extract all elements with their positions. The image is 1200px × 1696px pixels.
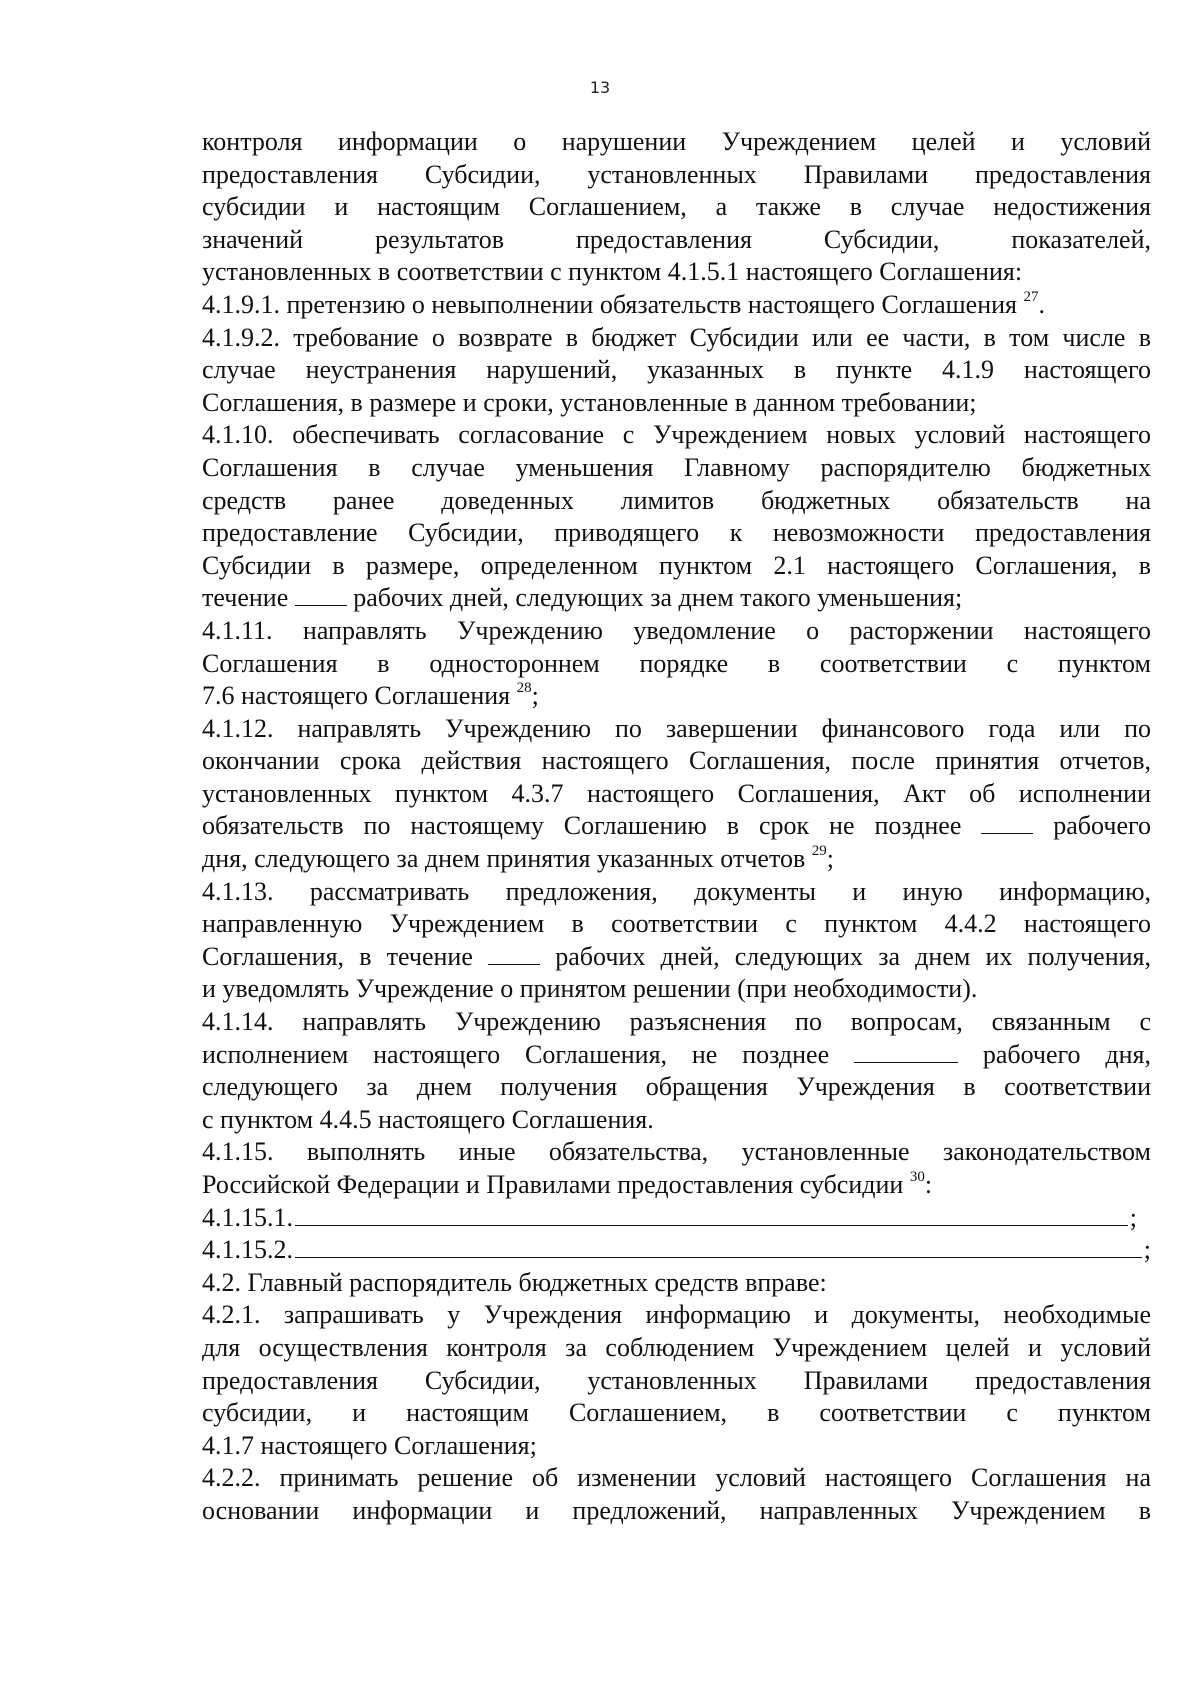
paragraph-4-2-1 [202,1299,1151,1462]
paragraph-4-1-13 [202,876,1151,1006]
text-line: окончании срока действия настоящего Соглашения, после принятия отчетов, [202,746,1151,776]
line-text: обязательств по настоящему Соглашению в срок не позднее [202,811,962,841]
text-line [202,843,1151,876]
text-line: 4.1.13. рассматривать предложения, документы и иную информацию, [202,876,1151,906]
text-line: Соглашения в одностороннем порядке в соответствии с пунктом [202,648,1151,678]
paragraph-4-1-11 [202,615,1151,713]
footnote-ref: 29 [811,843,827,860]
fill-label: 4.1.15.1. [202,1202,293,1232]
footnote-ref: 30 [909,1169,925,1186]
text-line [202,289,1151,322]
text-line: и уведомлять Учреждение о принятом решении (при необходимости). [202,974,978,1004]
paragraph-4-1-15 [202,1136,1151,1201]
text-line: случае неустранения нарушений, указанных в пункте 4.1.9 настоящего [202,355,1151,385]
blank-field [981,811,1033,834]
blank-field [295,583,347,606]
text-line: 4.1.7 настоящего Соглашения; [202,1430,537,1460]
clause-text: 4.1.9.1. претензию о невыполнении обязательств настоящего Соглашения [202,289,1018,319]
punctuation: ; [1129,1202,1137,1232]
line-text: исполнением настоящего Соглашения, не позднее [202,1039,830,1069]
line-text: рабочих дней, следующих за днем такого уменьшения; [353,583,963,613]
text-line: 4.1.10. обеспечивать согласование с Учреждением новых условий настоящего [202,420,1151,450]
text-line: 4.2.1. запрашивать у Учреждения информацию и документы, необходимые [202,1300,1151,1330]
punctuation: ; [826,844,834,874]
text-line: Соглашения, в размере и сроки, установленные в данном требовании; [202,387,977,417]
text-line: предоставления Субсидии, установленных Правилами предоставления [202,159,1151,189]
text-line: значений результатов предоставления Субсидии, показателей, [202,224,1151,254]
line-text: 7.6 настоящего Соглашения [202,681,511,711]
blank-field [488,942,540,965]
line-text: дня, следующего за днем принятия указанных отчетов [202,844,806,874]
blank-field [854,1040,958,1063]
text-line [202,582,1151,615]
text-line: субсидии и настоящим Соглашением, а также в случае недостижения [202,192,1151,222]
text-line: для осуществления контроля за соблюдением Учреждением целей и условий [202,1332,1151,1362]
paragraph-4-2-2 [202,1462,1151,1527]
line-text: рабочего дня, [982,1039,1151,1069]
page-number: 13 [589,78,611,97]
text-line: 4.1.11. направлять Учреждению уведомление о расторжении настоящего [202,615,1151,645]
text-line [202,810,1151,843]
punctuation: ; [531,681,539,711]
paragraph-4-1-9-1 [202,289,1151,322]
text-line: 4.1.12. направлять Учреждению по завершении финансового года или по [202,713,1151,743]
paragraph-4-1-12 [202,713,1151,876]
text-line: 4.1.9.2. требование о возврате в бюджет Субсидии или ее части, в том числе в [202,322,1151,352]
text-line: предоставление Субсидии, приводящего к невозможности предоставления [202,518,1151,548]
punctuation: ; [1143,1235,1151,1265]
text-line: средств ранее доведенных лимитов бюджетных обязательств на [202,485,1151,515]
text-line: Соглашения в случае уменьшения Главному распорядителю бюджетных [202,452,1151,482]
text-line [202,941,1151,974]
fill-line-4-1-15-1 [202,1202,1151,1235]
fill-rule [295,1235,1142,1258]
paragraph-4-1-10 [202,419,1151,615]
text-line: установленных пунктом 4.3.7 настоящего Соглашения, Акт об исполнении [202,778,1151,808]
paragraph-4-1-14 [202,1006,1151,1136]
text-line: 4.2. Главный распорядитель бюджетных средств вправе: [202,1267,827,1297]
text-line: предоставления Субсидии, установленных Правилами предоставления [202,1365,1151,1395]
fill-line-4-1-15-2 [202,1234,1151,1267]
text-line: субсидии, и настоящим Соглашением, в соответствии с пунктом [202,1398,1151,1428]
text-line: направленную Учреждением в соответствии с пунктом 4.4.2 настоящего [202,909,1151,939]
text-line: основании информации и предложений, направленных Учреждением в [202,1495,1151,1525]
footnote-ref: 27 [1023,289,1039,306]
text-line: следующего за днем получения обращения Учреждения в соответствии [202,1072,1151,1102]
fill-label: 4.1.15.2. [202,1235,293,1265]
fill-rule [295,1203,1128,1226]
paragraph-4-1-9-2 [202,322,1151,420]
punctuation: . [1038,289,1046,319]
text-line: Субсидии в размере, определенном пунктом 2.1 настоящего Соглашения, в [202,550,1151,580]
text-line: 4.1.15. выполнять иные обязательства, установленные законодательством [202,1137,1151,1167]
footnote-ref: 28 [516,680,532,697]
document-body [202,126,1151,1528]
line-text: течение [202,583,289,613]
text-line: с пунктом 4.4.5 настоящего Соглашения. [202,1104,654,1134]
paragraph-control-info [202,126,1151,289]
line-text: рабочего [1053,811,1151,841]
text-line [202,680,1151,713]
line-text: Соглашения, в течение [202,941,473,971]
text-line [202,1169,1151,1202]
line-text: Российской Федерации и Правилами предоставления субсидии [202,1170,904,1199]
text-line: 4.1.14. направлять Учреждению разъяснения по вопросам, связанным с [202,1007,1151,1037]
text-line: установленных в соответствии с пунктом 4.1.5.1 настоящего Соглашения: [202,257,1023,287]
line-text: рабочих дней, следующих за днем их получения, [555,941,1152,971]
text-line: 4.2.2. принимать решение об изменении условий настоящего Соглашения на [202,1463,1151,1493]
text-line [202,1039,1151,1072]
punctuation: : [924,1170,933,1199]
paragraph-4-2 [202,1267,1151,1300]
text-line: контроля информации о нарушении Учреждением целей и условий [202,127,1151,156]
